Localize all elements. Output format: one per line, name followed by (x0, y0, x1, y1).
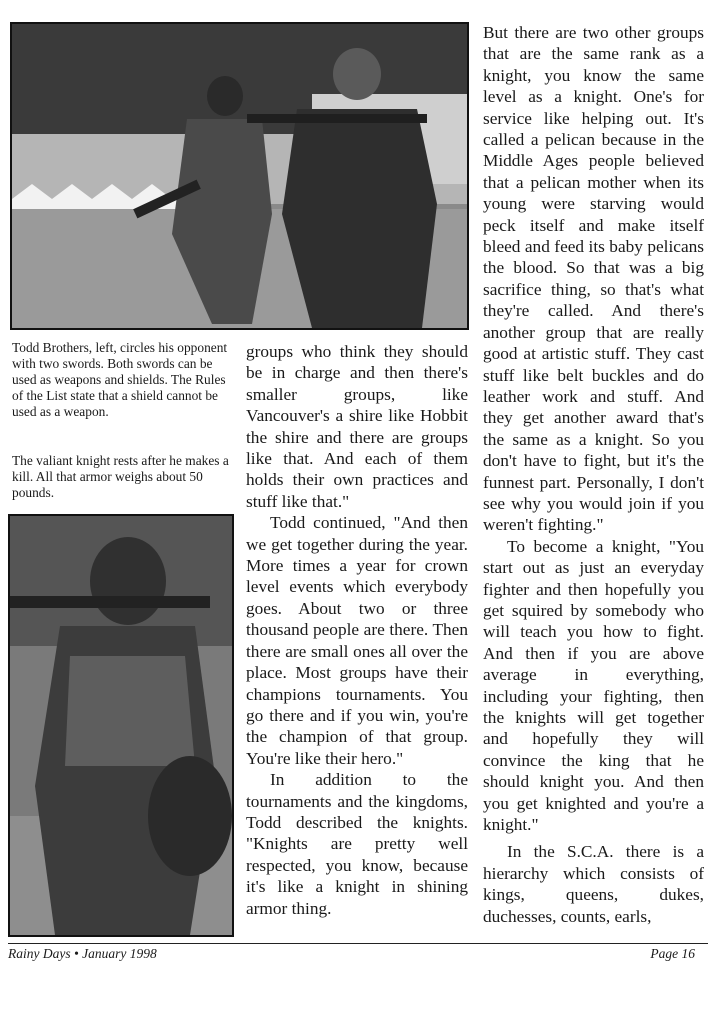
article-paragraph: In addition to the tournaments and the kingdoms, Todd described the knights. "Knights are pretty well respected, you know, because it's like a knight in shining armor thing. (246, 770, 468, 918)
article-paragraph: groups who think they should be in charge and then there's smaller groups, like Vancouver's a shire like Hobbit the shire and there are groups like that. And each of them holds their own practices and stuff like that." (246, 342, 468, 511)
article-paragraph: Todd continued, "And then we get together during the year. More times a year for crown level events which everybody goes. About two or three thousand people are there. Then there are small ones all over the place. Most groups have their champions tournaments. You go there and if you win, you're the champion of that group. You're like their hero." (246, 513, 468, 768)
photo-knight-resting (8, 514, 234, 937)
article-paragraph: In the S.C.A. there is a hierarchy which consists of kings, queens, dukes, duchesses, counts, earls, (483, 842, 704, 926)
footer-divider (8, 943, 708, 944)
article-column-middle (246, 341, 468, 919)
photo-knight-image (10, 516, 232, 935)
photo-fighters-image (12, 24, 467, 328)
article-column-right (483, 22, 704, 927)
article-paragraph: To become a knight, "You start out as just an everyday fighter and then hopefully you get squired by somebody who will teach you how to fight. And then if you are above average in everything, including your fighting, then the knights will get together and hopefully they will convince the king that he should knight you. And then you get knighted and you're a knight." (483, 536, 704, 835)
footer-page-number: Page 16 (650, 946, 695, 961)
footer-publication: Rainy Days • January 1998 (8, 946, 157, 961)
photo-caption-sparring: Todd Brothers, left, circles his opponent with two swords. Both swords can be used as weapons and shields. The Rules of the List state that a shield cannot be used as a weapon. (12, 340, 228, 419)
photo-fighters-sparring (10, 22, 469, 330)
photo-caption-knight: The valiant knight rests after he makes a kill. All that armor weighs about 50 pounds. (12, 453, 229, 500)
article-paragraph: But there are two other groups that are the same rank as a knight, you know the same level as a knight. One's for service like helping out. It's called a pelican because in the Middle Ages people believed that a pelican mother when its young were starving would peck itself and make itself bleed and feed its baby pelicans the blood. So that was a big sacrifice thing, so that's what they're called. And there's another group that are really good at artistic stuff. They cast stuff like belt buckles and do leather work and stuff. And they get another award that's the same as a knight. So you don't have to fight, but it's the funnest part. Personally, I don't see why you would join if you weren't fighting." (483, 23, 704, 535)
